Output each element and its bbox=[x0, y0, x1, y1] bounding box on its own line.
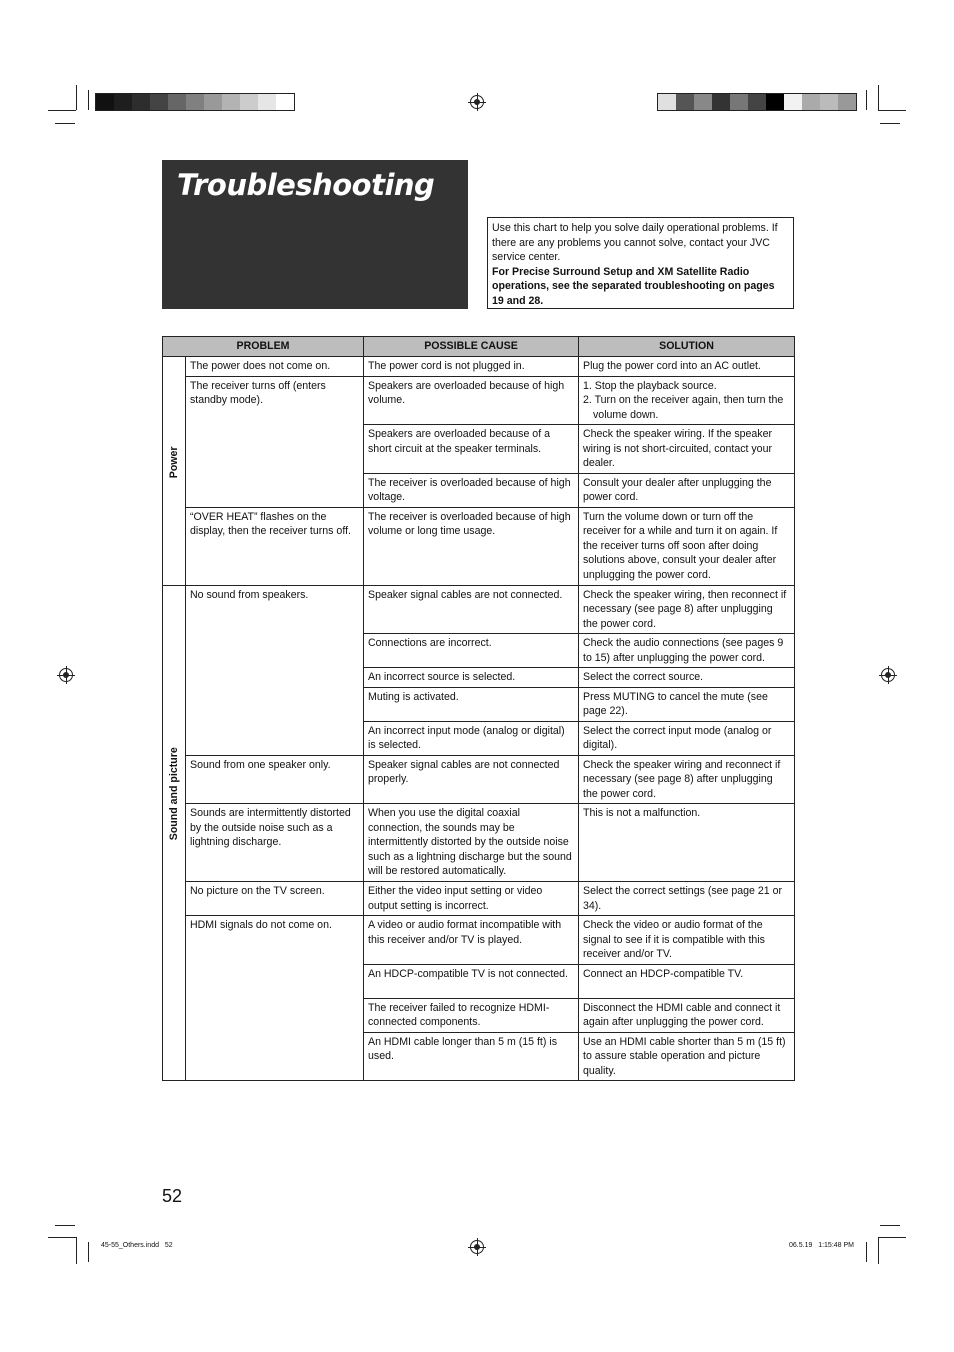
problem-cell: The power does not come on. bbox=[186, 357, 364, 377]
problem-cell: No picture on the TV screen. bbox=[186, 882, 364, 916]
color-swatch bbox=[766, 94, 784, 110]
registration-mark-icon bbox=[470, 95, 484, 109]
problem-cell: “OVER HEAT” flashes on the display, then the receiver turns off. bbox=[186, 507, 364, 585]
registration-mark-icon bbox=[59, 668, 73, 682]
title-block bbox=[162, 160, 468, 309]
cause-cell: Speakers are overloaded because of high volume. bbox=[364, 376, 579, 425]
color-swatch bbox=[802, 94, 820, 110]
color-swatch bbox=[676, 94, 694, 110]
table-row bbox=[163, 882, 795, 916]
color-swatch bbox=[712, 94, 730, 110]
intro-text: Use this chart to help you solve daily operational problems. If there are any problems you cannot solve, contact your JVC service center. bbox=[492, 222, 778, 263]
color-swatch bbox=[276, 94, 294, 110]
crop-mark bbox=[88, 90, 89, 110]
registration-mark-icon bbox=[881, 668, 895, 682]
page-title: Troubleshooting bbox=[177, 168, 435, 202]
color-swatch bbox=[186, 94, 204, 110]
cause-cell: Either the video input setting or video output setting is incorrect. bbox=[364, 882, 579, 916]
problem-cell: HDMI signals do not come on. bbox=[186, 916, 364, 1081]
solution-cell: Check the audio connections (see pages 9 to 15) after unplugging the power cord. bbox=[579, 634, 795, 668]
category-sound-and-picture bbox=[163, 585, 186, 1081]
column-header-cause: POSSIBLE CAUSE bbox=[364, 337, 579, 357]
crop-mark bbox=[866, 90, 867, 110]
crop-mark bbox=[48, 1237, 76, 1238]
solution-cell: Consult your dealer after unplugging the power cord. bbox=[579, 473, 795, 507]
solution-cell bbox=[579, 376, 795, 425]
cause-cell: Muting is activated. bbox=[364, 687, 579, 721]
color-swatch bbox=[784, 94, 802, 110]
table-row bbox=[163, 357, 795, 377]
cause-cell: Speaker signal cables are not connected. bbox=[364, 585, 579, 634]
table-header-row bbox=[163, 337, 795, 357]
intro-bold-note: For Precise Surround Setup and XM Satellite Radio operations, see the separated troubleshooting on pages 19 and 28. bbox=[492, 265, 775, 307]
cause-cell: Speakers are overloaded because of a short circuit at the speaker terminals. bbox=[364, 425, 579, 474]
category-label: Power bbox=[167, 445, 180, 478]
color-swatch bbox=[730, 94, 748, 110]
category-label: Sound and picture bbox=[167, 746, 180, 840]
color-swatch bbox=[838, 94, 856, 110]
solution-cell: Disconnect the HDMI cable and connect it again after unplugging the power cord. bbox=[579, 998, 795, 1032]
solution-cell: Turn the volume down or turn off the receiver for a while and turn it on again. If the receiver turns off soon after doing solutions above, consult your dealer after unplugging the power cord. bbox=[579, 507, 795, 585]
color-swatch bbox=[258, 94, 276, 110]
print-slug-date: 06.5.19 1:15:48 PM bbox=[789, 1242, 854, 1249]
cause-cell: An HDMI cable longer than 5 m (15 ft) is used. bbox=[364, 1032, 579, 1081]
table-row bbox=[163, 376, 795, 425]
problem-cell: Sounds are intermittently distorted by the outside noise such as a lightning discharge. bbox=[186, 804, 364, 882]
crop-mark bbox=[55, 1225, 75, 1226]
table-row bbox=[163, 585, 795, 634]
cause-cell: An HDCP-compatible TV is not connected. bbox=[364, 964, 579, 998]
cause-cell: An incorrect source is selected. bbox=[364, 668, 579, 688]
solution-cell: Connect an HDCP-compatible TV. bbox=[579, 964, 795, 998]
color-swatch bbox=[132, 94, 150, 110]
solution-cell: Select the correct input mode (analog or digital). bbox=[579, 721, 795, 755]
crop-mark bbox=[866, 1242, 867, 1262]
category-power bbox=[163, 357, 186, 586]
crop-mark bbox=[48, 110, 76, 111]
color-swatch bbox=[114, 94, 132, 110]
problem-cell: The receiver turns off (enters standby mode). bbox=[186, 376, 364, 507]
crop-mark bbox=[878, 1237, 879, 1264]
color-swatch bbox=[150, 94, 168, 110]
crop-mark bbox=[55, 123, 75, 124]
problem-cell: Sound from one speaker only. bbox=[186, 755, 364, 804]
crop-mark bbox=[88, 1242, 89, 1262]
solution-cell: Select the correct source. bbox=[579, 668, 795, 688]
column-header-solution: SOLUTION bbox=[579, 337, 795, 357]
solution-step: 1. Stop the playback source. bbox=[583, 379, 717, 392]
color-swatch bbox=[748, 94, 766, 110]
crop-mark bbox=[878, 1237, 906, 1238]
cause-cell: When you use the digital coaxial connection, the sounds may be intermittently distorted by the outside noise such as a lightning discharge but the sound will be restored automatically. bbox=[364, 804, 579, 882]
solution-cell: Check the speaker wiring. If the speaker wiring is not short-circuited, contact your dealer. bbox=[579, 425, 795, 474]
color-swatch bbox=[168, 94, 186, 110]
print-slug-file: 45-55_Others.indd 52 bbox=[101, 1242, 173, 1249]
solution-cell: Check the speaker wiring, then reconnect if necessary (see page 8) after unplugging the power cord. bbox=[579, 585, 795, 634]
troubleshooting-table bbox=[162, 336, 795, 1081]
crop-mark bbox=[878, 85, 879, 110]
color-swatch bbox=[240, 94, 258, 110]
cause-cell: The receiver failed to recognize HDMI-connected components. bbox=[364, 998, 579, 1032]
solution-cell: Press MUTING to cancel the mute (see page 22). bbox=[579, 687, 795, 721]
color-calibration-bar-right bbox=[657, 93, 857, 111]
color-swatch bbox=[204, 94, 222, 110]
solution-cell: Use an HDMI cable shorter than 5 m (15 ft) to assure stable operation and picture quality. bbox=[579, 1032, 795, 1081]
table-row bbox=[163, 916, 795, 965]
color-swatch bbox=[222, 94, 240, 110]
color-swatch bbox=[658, 94, 676, 110]
solution-cell: Select the correct settings (see page 21 or 34). bbox=[579, 882, 795, 916]
color-calibration-bar-left bbox=[95, 93, 295, 111]
crop-mark bbox=[880, 1225, 900, 1226]
cause-cell: A video or audio format incompatible with this receiver and/or TV is played. bbox=[364, 916, 579, 965]
table-row bbox=[163, 804, 795, 882]
color-swatch bbox=[694, 94, 712, 110]
cause-cell: Speaker signal cables are not connected properly. bbox=[364, 755, 579, 804]
column-header-problem: PROBLEM bbox=[163, 337, 364, 357]
intro-note bbox=[487, 217, 794, 309]
cause-cell: An incorrect input mode (analog or digital) is selected. bbox=[364, 721, 579, 755]
solution-step: 2. Turn on the receiver again, then turn the volume down. bbox=[583, 394, 784, 421]
cause-cell: The receiver is overloaded because of high voltage. bbox=[364, 473, 579, 507]
cause-cell: The power cord is not plugged in. bbox=[364, 357, 579, 377]
solution-cell: Check the video or audio format of the signal to see if it is compatible with this receiver and/or TV. bbox=[579, 916, 795, 965]
cause-cell: The receiver is overloaded because of high volume or long time usage. bbox=[364, 507, 579, 585]
solution-cell: This is not a malfunction. bbox=[579, 804, 795, 882]
crop-mark bbox=[880, 123, 900, 124]
color-swatch bbox=[96, 94, 114, 110]
crop-mark bbox=[878, 110, 906, 111]
crop-mark bbox=[76, 85, 77, 110]
color-swatch bbox=[820, 94, 838, 110]
solution-cell: Check the speaker wiring and reconnect if necessary (see page 8) after unplugging the power cord. bbox=[579, 755, 795, 804]
table-row bbox=[163, 755, 795, 804]
cause-cell: Connections are incorrect. bbox=[364, 634, 579, 668]
crop-mark bbox=[76, 1237, 77, 1264]
solution-cell: Plug the power cord into an AC outlet. bbox=[579, 357, 795, 377]
registration-mark-icon bbox=[470, 1240, 484, 1254]
table-row bbox=[163, 507, 795, 585]
page-number: 52 bbox=[162, 1186, 183, 1206]
problem-cell: No sound from speakers. bbox=[186, 585, 364, 755]
